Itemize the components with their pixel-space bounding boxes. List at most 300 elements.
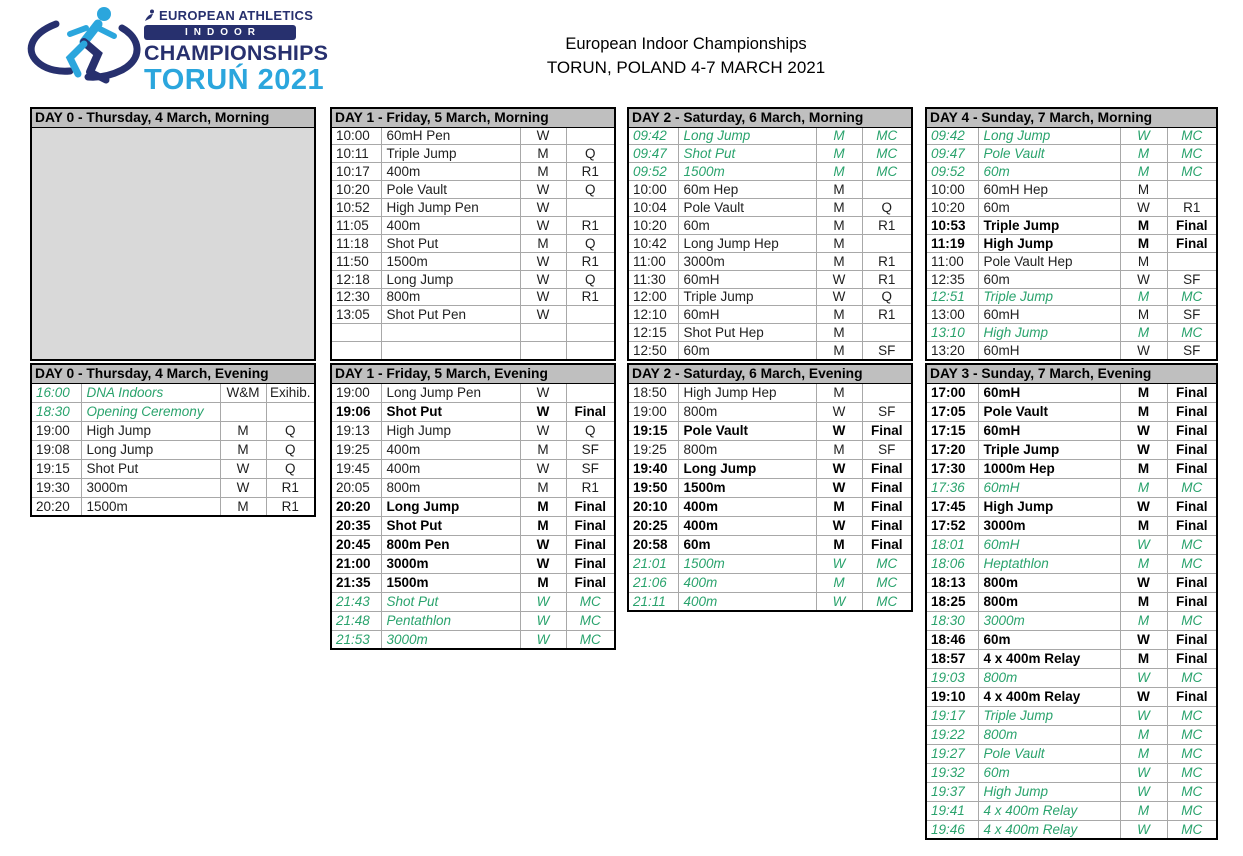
event-cell: 60m Hep: [678, 181, 816, 199]
event-cell: 1500m: [678, 478, 816, 497]
time-cell: 13:20: [926, 342, 978, 360]
schedule-row: [628, 573, 912, 592]
round-cell: MC: [1167, 725, 1217, 744]
gender-cell: M: [816, 324, 862, 342]
round-cell: [566, 383, 615, 402]
time-cell: 19:50: [628, 478, 678, 497]
time-cell: 20:05: [331, 478, 381, 497]
round-cell: [566, 127, 615, 145]
event-cell: 60mH: [978, 421, 1120, 440]
time-cell: 19:00: [31, 421, 81, 440]
gender-cell: W: [816, 288, 862, 306]
event-cell: Long Jump: [978, 127, 1120, 145]
schedule-row: [926, 199, 1217, 217]
time-cell: 12:30: [331, 288, 381, 306]
round-cell: Final: [862, 421, 912, 440]
event-cell: 60mH Pen: [381, 127, 520, 145]
schedule-row: [926, 592, 1217, 611]
schedule-row: [331, 234, 615, 252]
round-cell: [566, 199, 615, 217]
time-cell: 09:42: [628, 127, 678, 145]
round-cell: R1: [862, 216, 912, 234]
schedule-row: [331, 383, 615, 402]
schedule-row: [331, 306, 615, 324]
schedule-row: [926, 630, 1217, 649]
time-cell: 16:00: [31, 383, 81, 402]
round-cell: MC: [1167, 820, 1217, 839]
schedule-row: [331, 459, 615, 478]
time-cell: 10:11: [331, 145, 381, 163]
gender-cell: M: [816, 181, 862, 199]
time-cell: 10:00: [926, 181, 978, 199]
gender-cell: W: [816, 554, 862, 573]
schedule-row: [926, 234, 1217, 252]
gender-cell: M: [1120, 516, 1167, 535]
event-cell: High Jump Hep: [678, 383, 816, 402]
round-cell: [862, 234, 912, 252]
event-cell: 400m: [678, 592, 816, 611]
schedule-row: [331, 592, 615, 611]
time-cell: 17:00: [926, 383, 978, 402]
empty-session-area: [31, 127, 315, 360]
schedule-row: [31, 459, 315, 478]
round-cell: SF: [1167, 306, 1217, 324]
event-cell: 3000m: [81, 478, 220, 497]
event-cell: Long Jump: [381, 270, 520, 288]
time-cell: 20:10: [628, 497, 678, 516]
schedule-row: [926, 706, 1217, 725]
gender-cell: W: [520, 199, 566, 217]
event-cell: 60mH: [678, 270, 816, 288]
time-cell: 12:35: [926, 270, 978, 288]
runner-logo-icon: [26, 2, 144, 96]
event-cell: [381, 324, 520, 342]
table-header-row: [331, 364, 615, 383]
title-line-2: TORUN, POLAND 4-7 MARCH 2021: [546, 58, 826, 77]
gender-cell: M: [1120, 725, 1167, 744]
gender-cell: W: [816, 592, 862, 611]
time-cell: [331, 342, 381, 360]
round-cell: MC: [862, 573, 912, 592]
schedule-row: [926, 440, 1217, 459]
time-cell: [331, 324, 381, 342]
schedule-row: [926, 782, 1217, 801]
schedule-row: [628, 181, 912, 199]
gender-cell: W: [816, 459, 862, 478]
gender-cell: W: [1120, 199, 1167, 217]
time-cell: 21:35: [331, 573, 381, 592]
gender-cell: M: [1120, 402, 1167, 421]
time-cell: 10:20: [331, 181, 381, 199]
gender-cell: M: [520, 478, 566, 497]
time-cell: 12:15: [628, 324, 678, 342]
schedule-row: [628, 402, 912, 421]
event-cell: 4 x 400m Relay: [978, 801, 1120, 820]
page-title: [400, 33, 972, 79]
time-cell: 20:20: [31, 497, 81, 516]
round-cell: Final: [1167, 383, 1217, 402]
round-cell: Final: [1167, 592, 1217, 611]
title-line-1: European Indoor Championships: [565, 35, 807, 53]
round-cell: MC: [1167, 668, 1217, 687]
event-cell: Heptathlon: [978, 554, 1120, 573]
event-cell: 400m: [381, 459, 520, 478]
event-cell: Shot Put: [81, 459, 220, 478]
event-cell: 4 x 400m Relay: [978, 687, 1120, 706]
logo-line-european-athletics: EUROPEAN ATHLETICS: [144, 8, 328, 23]
schedule-row: [331, 611, 615, 630]
schedule-row: [926, 744, 1217, 763]
round-cell: Q: [862, 199, 912, 217]
gender-cell: W: [520, 306, 566, 324]
time-cell: 09:52: [926, 163, 978, 181]
schedule-row: [926, 145, 1217, 163]
time-cell: 11:05: [331, 216, 381, 234]
schedule-row: [331, 342, 615, 360]
event-cell: 60m: [978, 199, 1120, 217]
event-cell: Long Jump Hep: [678, 234, 816, 252]
schedule-row: [628, 145, 912, 163]
schedule-column-day2: [627, 107, 915, 852]
time-cell: 20:20: [331, 497, 381, 516]
event-cell: 3000m: [978, 611, 1120, 630]
time-cell: 11:30: [628, 270, 678, 288]
schedule-row: [31, 383, 315, 402]
time-cell: 18:01: [926, 535, 978, 554]
gender-cell: W: [816, 421, 862, 440]
event-cell: High Jump: [381, 421, 520, 440]
schedule-row: [31, 478, 315, 497]
gender-cell: M: [1120, 234, 1167, 252]
round-cell: MC: [566, 611, 615, 630]
time-cell: 10:52: [331, 199, 381, 217]
schedule-row: [628, 342, 912, 360]
schedule-row: [926, 127, 1217, 145]
round-cell: MC: [862, 592, 912, 611]
round-cell: MC: [566, 592, 615, 611]
round-cell: [1167, 181, 1217, 199]
round-cell: Q: [566, 181, 615, 199]
time-cell: 09:47: [628, 145, 678, 163]
schedule-row: [331, 497, 615, 516]
time-cell: 19:08: [31, 440, 81, 459]
gender-cell: M: [520, 163, 566, 181]
logo-indoor-badge: INDOOR: [144, 25, 296, 40]
time-cell: 10:53: [926, 216, 978, 234]
schedule-row: [31, 421, 315, 440]
round-cell: [862, 181, 912, 199]
gender-cell: M: [1120, 801, 1167, 820]
time-cell: 13:10: [926, 324, 978, 342]
table-header-row: [628, 108, 912, 127]
schedule-row: [926, 687, 1217, 706]
schedule-row: [331, 127, 615, 145]
time-cell: 09:42: [926, 127, 978, 145]
event-cell: 400m: [678, 573, 816, 592]
gender-cell: M: [816, 252, 862, 270]
schedule-row: [926, 725, 1217, 744]
time-cell: 18:57: [926, 649, 978, 668]
gender-cell: W: [1120, 127, 1167, 145]
event-cell: Pole Vault Hep: [978, 252, 1120, 270]
time-cell: 21:53: [331, 630, 381, 649]
schedule-row: [628, 459, 912, 478]
schedule-row: [628, 324, 912, 342]
schedule-row: [926, 324, 1217, 342]
gender-cell: M: [1120, 611, 1167, 630]
time-cell: 10:20: [628, 216, 678, 234]
event-cell: Shot Put: [381, 592, 520, 611]
event-cell: 1500m: [81, 497, 220, 516]
schedule-row: [628, 288, 912, 306]
schedule-row: [926, 288, 1217, 306]
schedule-row: [628, 127, 912, 145]
round-cell: Final: [1167, 216, 1217, 234]
event-cell: 800m: [978, 592, 1120, 611]
event-cell: Long Jump Pen: [381, 383, 520, 402]
round-cell: R1: [566, 216, 615, 234]
time-cell: 19:15: [31, 459, 81, 478]
event-cell: Long Jump: [81, 440, 220, 459]
round-cell: MC: [1167, 145, 1217, 163]
gender-cell: W: [520, 535, 566, 554]
event-cell: DNA Indoors: [81, 383, 220, 402]
event-cell: 400m: [678, 516, 816, 535]
gender-cell: W: [1120, 687, 1167, 706]
schedule-row: [926, 573, 1217, 592]
round-cell: MC: [1167, 478, 1217, 497]
time-cell: 18:50: [628, 383, 678, 402]
gender-cell: M: [1120, 478, 1167, 497]
schedule-row: [331, 440, 615, 459]
schedule-row: [31, 440, 315, 459]
gender-cell: W: [1120, 421, 1167, 440]
round-cell: MC: [1167, 535, 1217, 554]
gender-cell: W: [1120, 668, 1167, 687]
time-cell: 19:00: [331, 383, 381, 402]
round-cell: Final: [566, 402, 615, 421]
table-header-title: DAY 2 - Saturday, 6 March, Evening: [628, 364, 912, 383]
gender-cell: M: [816, 306, 862, 324]
round-cell: Final: [1167, 459, 1217, 478]
time-cell: 17:52: [926, 516, 978, 535]
time-cell: 17:45: [926, 497, 978, 516]
event-cell: 800m: [978, 573, 1120, 592]
gender-cell: [220, 402, 266, 421]
event-cell: 60mH: [978, 535, 1120, 554]
gender-cell: M: [816, 383, 862, 402]
round-cell: MC: [1167, 324, 1217, 342]
time-cell: 18:25: [926, 592, 978, 611]
gender-cell: W: [520, 592, 566, 611]
gender-cell: M: [1120, 306, 1167, 324]
event-cell: 800m: [381, 288, 520, 306]
time-cell: 21:01: [628, 554, 678, 573]
round-cell: Final: [1167, 687, 1217, 706]
round-cell: MC: [566, 630, 615, 649]
gender-cell: W: [816, 270, 862, 288]
schedule-row: [926, 801, 1217, 820]
event-cell: 60mH: [978, 478, 1120, 497]
schedule-row: [926, 216, 1217, 234]
time-cell: 20:58: [628, 535, 678, 554]
gender-cell: W: [520, 252, 566, 270]
schedule-table-evening: [330, 363, 616, 650]
schedule-row: [331, 573, 615, 592]
gender-cell: W: [816, 516, 862, 535]
round-cell: [566, 306, 615, 324]
table-header-title: DAY 3 - Sunday, 7 March, Evening: [926, 364, 1217, 383]
schedule-row: [628, 592, 912, 611]
round-cell: [266, 402, 315, 421]
schedule-table-evening: [30, 363, 316, 517]
schedule-row: [926, 535, 1217, 554]
round-cell: Final: [1167, 234, 1217, 252]
time-cell: 20:35: [331, 516, 381, 535]
gender-cell: M: [816, 216, 862, 234]
time-cell: 18:13: [926, 573, 978, 592]
event-cell: Pole Vault: [978, 145, 1120, 163]
gender-cell: M: [220, 497, 266, 516]
round-cell: Final: [1167, 440, 1217, 459]
table-header-title: DAY 2 - Saturday, 6 March, Morning: [628, 108, 912, 127]
gender-cell: M: [816, 440, 862, 459]
time-cell: 20:25: [628, 516, 678, 535]
round-cell: Q: [566, 421, 615, 440]
schedule-row: [926, 516, 1217, 535]
event-cell: 1500m: [381, 573, 520, 592]
time-cell: 21:48: [331, 611, 381, 630]
event-cell: 60m: [678, 216, 816, 234]
round-cell: MC: [1167, 554, 1217, 573]
gender-cell: M: [1120, 216, 1167, 234]
gender-cell: W: [1120, 535, 1167, 554]
schedule-row: [331, 478, 615, 497]
gender-cell: W: [520, 383, 566, 402]
time-cell: 12:10: [628, 306, 678, 324]
time-cell: 12:50: [628, 342, 678, 360]
time-cell: 17:30: [926, 459, 978, 478]
gender-cell: M: [220, 421, 266, 440]
event-cell: Triple Jump: [978, 706, 1120, 725]
schedule-table-morning: [925, 107, 1218, 361]
event-cell: 400m: [678, 497, 816, 516]
event-cell: 1000m Hep: [978, 459, 1120, 478]
time-cell: 19:25: [331, 440, 381, 459]
gender-cell: W: [220, 478, 266, 497]
round-cell: Final: [566, 535, 615, 554]
schedule-row: [331, 516, 615, 535]
gender-cell: M: [1120, 181, 1167, 199]
round-cell: MC: [1167, 288, 1217, 306]
table-header-row: [926, 364, 1217, 383]
event-cell: Triple Jump: [381, 145, 520, 163]
time-cell: 09:47: [926, 145, 978, 163]
table-header-row: [31, 108, 315, 127]
time-cell: 12:18: [331, 270, 381, 288]
event-cell: 60m: [678, 342, 816, 360]
round-cell: SF: [862, 342, 912, 360]
event-cell: 800m Pen: [381, 535, 520, 554]
round-cell: Q: [862, 288, 912, 306]
round-cell: Final: [1167, 421, 1217, 440]
schedule-row: [628, 535, 912, 554]
gender-cell: M: [1120, 459, 1167, 478]
schedule-row: [331, 554, 615, 573]
schedule-row: [926, 402, 1217, 421]
event-cell: 1500m: [678, 163, 816, 181]
event-cell: Long Jump: [678, 459, 816, 478]
schedule-row: [628, 383, 912, 402]
time-cell: 19:17: [926, 706, 978, 725]
round-cell: R1: [862, 306, 912, 324]
round-cell: R1: [266, 497, 315, 516]
table-header-row: [331, 108, 615, 127]
gender-cell: M: [1120, 592, 1167, 611]
table-header-row: [31, 364, 315, 383]
event-cell: Triple Jump: [978, 440, 1120, 459]
time-cell: 10:00: [331, 127, 381, 145]
round-cell: MC: [1167, 801, 1217, 820]
round-cell: Exihib.: [266, 383, 315, 402]
round-cell: Final: [1167, 402, 1217, 421]
time-cell: 19:06: [331, 402, 381, 421]
gender-cell: W: [1120, 342, 1167, 360]
gender-cell: M: [816, 497, 862, 516]
round-cell: R1: [266, 478, 315, 497]
schedule-row: [926, 611, 1217, 630]
event-cell: Opening Ceremony: [81, 402, 220, 421]
time-cell: 12:51: [926, 288, 978, 306]
event-cell: Shot Put Pen: [381, 306, 520, 324]
schedule-table-morning: [330, 107, 616, 361]
schedule-row: [926, 649, 1217, 668]
gender-cell: W: [520, 630, 566, 649]
schedule-row: [926, 181, 1217, 199]
gender-cell: W: [520, 216, 566, 234]
gender-cell: W: [1120, 763, 1167, 782]
event-cell: Shot Put: [381, 234, 520, 252]
schedule-row: [926, 252, 1217, 270]
gender-cell: W: [816, 478, 862, 497]
time-cell: 19:45: [331, 459, 381, 478]
schedule-row: [628, 163, 912, 181]
event-cell: 1500m: [678, 554, 816, 573]
gender-cell: W: [1120, 440, 1167, 459]
round-cell: R1: [566, 163, 615, 181]
time-cell: 17:36: [926, 478, 978, 497]
round-cell: MC: [1167, 127, 1217, 145]
table-header-title: DAY 1 - Friday, 5 March, Morning: [331, 108, 615, 127]
event-cell: 60m: [978, 763, 1120, 782]
round-cell: MC: [1167, 611, 1217, 630]
time-cell: 18:06: [926, 554, 978, 573]
event-cell: 3000m: [381, 554, 520, 573]
gender-cell: M: [1120, 324, 1167, 342]
gender-cell: M: [1120, 383, 1167, 402]
round-cell: Final: [566, 554, 615, 573]
round-cell: R1: [566, 288, 615, 306]
time-cell: 19:22: [926, 725, 978, 744]
event-cell: Pole Vault: [678, 421, 816, 440]
schedule-table-morning: [627, 107, 913, 361]
schedule-column-day3-4: [925, 107, 1218, 852]
round-cell: Final: [862, 535, 912, 554]
gender-cell: W&M: [220, 383, 266, 402]
event-cell: 800m: [381, 478, 520, 497]
event-cell: 4 x 400m Relay: [978, 820, 1120, 839]
round-cell: Final: [566, 573, 615, 592]
